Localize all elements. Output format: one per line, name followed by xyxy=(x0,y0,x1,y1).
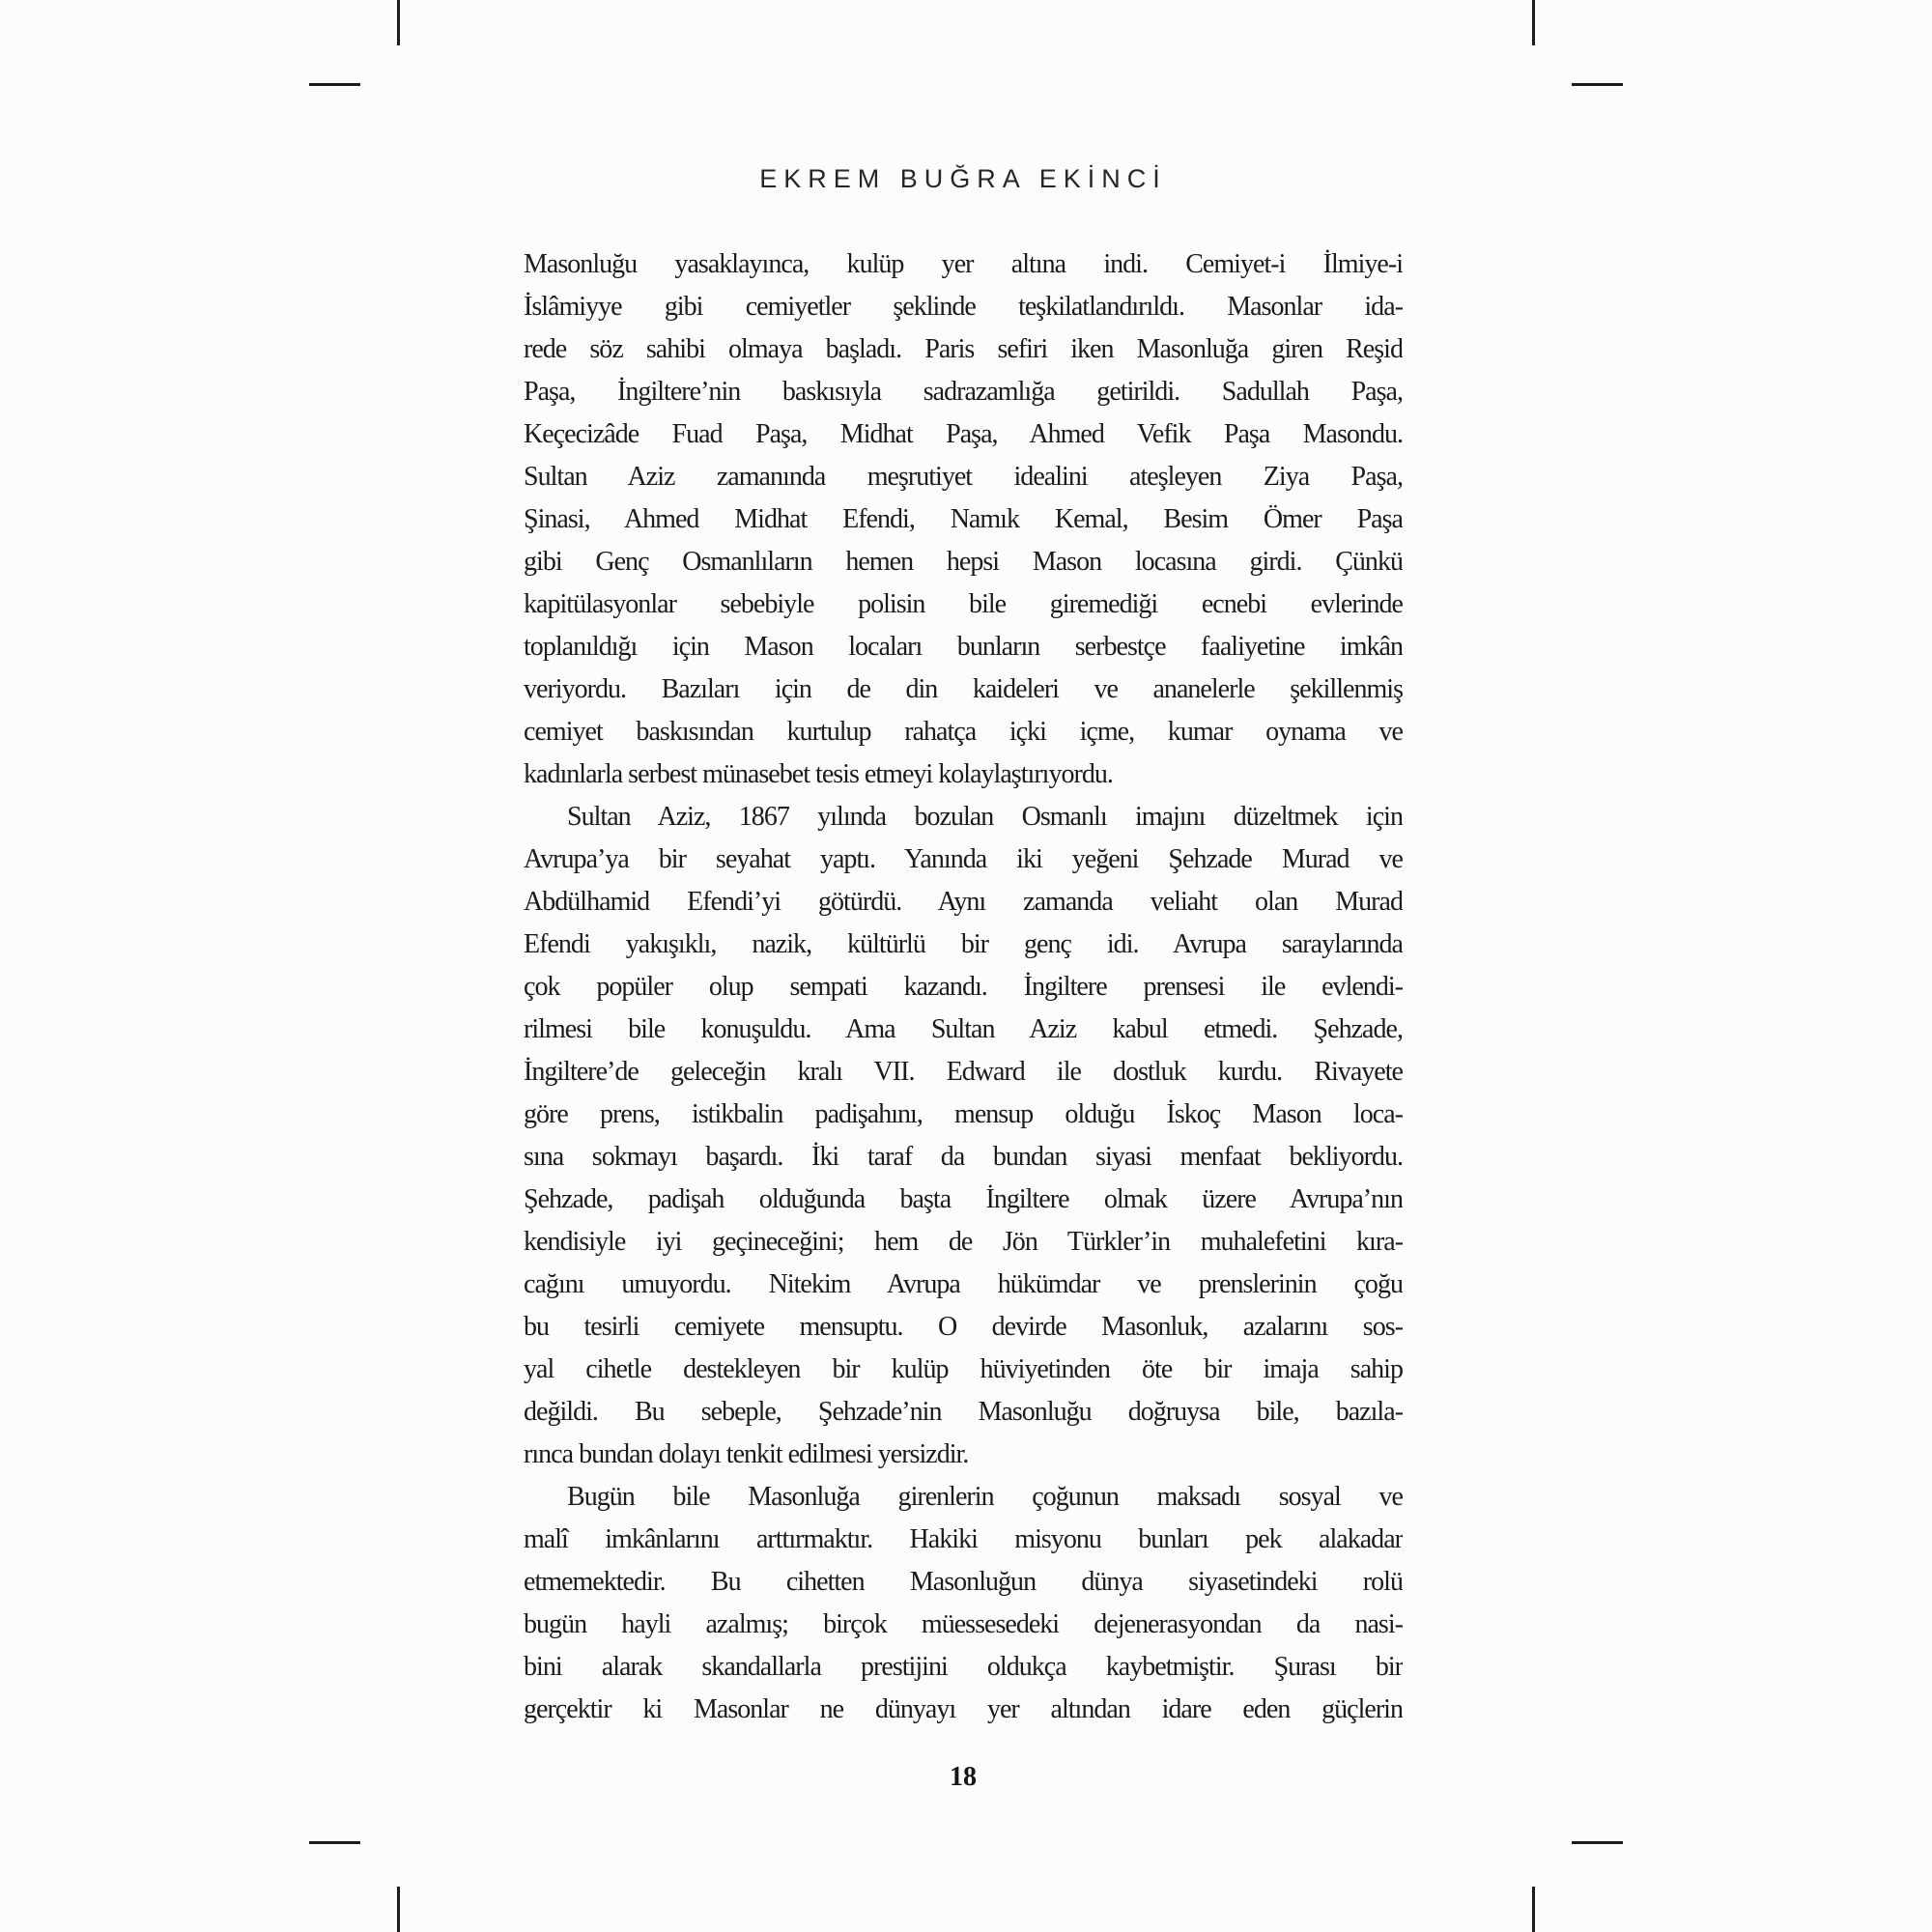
crop-mark-top-left-vertical xyxy=(397,0,400,45)
text-line: Şinasi, Ahmed Midhat Efendi, Namık Kemal, Besim Ömer Paşa xyxy=(524,504,1403,534)
text-line: Masonluğu yasaklayınca, kulüp yer altına indi. Cemiyet-i İlmiye-i xyxy=(524,249,1403,279)
crop-mark-bottom-right-horizontal xyxy=(1572,1841,1623,1844)
crop-mark-bottom-right-vertical xyxy=(1532,1887,1535,1932)
text-line: rınca bundan dolayı tenkit edilmesi yersizdir. xyxy=(524,1439,969,1469)
running-header: EKREM BUĞRA EKİNCİ xyxy=(759,164,1167,193)
text-line: Keçecizâde Fuad Paşa, Midhat Paşa, Ahmed Vefik Paşa Masondu. xyxy=(524,419,1403,449)
page-number: 18 xyxy=(950,1762,977,1792)
text-line: göre prens, istikbalin padişahını, mensup olduğu İskoç Mason loca- xyxy=(524,1099,1403,1129)
text-line: Paşa, İngiltere’nin baskısıyla sadrazamlığa getirildi. Sadullah Paşa, xyxy=(524,377,1403,407)
text-line: çok popüler olup sempati kazandı. İngiltere prensesi ile evlendi- xyxy=(524,972,1403,1002)
text-line: bugün hayli azalmış; birçok müessesedeki dejenerasyondan da nasi- xyxy=(524,1609,1403,1639)
crop-mark-top-left-horizontal xyxy=(309,83,360,86)
text-line: bu tesirli cemiyete mensuptu. O devirde Masonluk, azalarını sos- xyxy=(524,1312,1403,1342)
text-line: gerçektir ki Masonlar ne dünyayı yer altından idare eden güçlerin xyxy=(524,1694,1403,1724)
text-line: cağını umuyordu. Nitekim Avrupa hükümdar ve prenslerinin çoğu xyxy=(524,1269,1403,1299)
text-line: Abdülhamid Efendi’yi götürdü. Aynı zamanda veliaht olan Murad xyxy=(524,887,1403,917)
text-line: yal cihetle destekleyen bir kulüp hüviyetinden öte bir imaja sahip xyxy=(524,1354,1403,1384)
text-line: Bugün bile Masonluğa girenlerin çoğunun maksadı sosyal ve xyxy=(567,1482,1403,1512)
text-line: rede söz sahibi olmaya başladı. Paris sefiri iken Masonluğa giren Reşid xyxy=(524,334,1403,364)
text-line: etmemektedir. Bu cihetten Masonluğun dünya siyasetindeki rolü xyxy=(524,1567,1403,1597)
text-line: değildi. Bu sebeple, Şehzade’nin Masonluğu doğruysa bile, bazıla- xyxy=(524,1397,1403,1427)
text-line: kendisiyle iyi geçineceğini; hem de Jön Türkler’in muhalefetini kıra- xyxy=(524,1227,1403,1257)
text-line: cemiyet baskısından kurtulup rahatça içki içme, kumar oynama ve xyxy=(524,717,1403,747)
text-line: gibi Genç Osmanlıların hemen hepsi Mason locasına girdi. Çünkü xyxy=(524,547,1403,577)
text-line: İslâmiyye gibi cemiyetler şeklinde teşkilatlandırıldı. Masonlar ida- xyxy=(524,292,1403,322)
crop-mark-top-right-horizontal xyxy=(1572,83,1623,86)
text-line: İngiltere’de geleceğin kralı VII. Edward ile dostluk kurdu. Rivayete xyxy=(524,1057,1403,1087)
text-line: kapitülasyonlar sebebiyle polisin bile giremediği ecnebi evlerinde xyxy=(524,589,1403,619)
crop-mark-bottom-left-horizontal xyxy=(309,1841,360,1844)
text-line: malî imkânlarını arttırmaktır. Hakiki misyonu bunları pek alakadar xyxy=(524,1524,1403,1554)
body-text xyxy=(524,243,1403,1731)
crop-mark-top-right-vertical xyxy=(1532,0,1535,45)
text-line: Sultan Aziz, 1867 yılında bozulan Osmanlı imajını düzeltmek için xyxy=(567,802,1403,832)
text-line: rilmesi bile konuşuldu. Ama Sultan Aziz kabul etmedi. Şehzade, xyxy=(524,1014,1403,1044)
text-line: Avrupa’ya bir seyahat yaptı. Yanında iki yeğeni Şehzade Murad ve xyxy=(524,844,1403,874)
text-line: Efendi yakışıklı, nazik, kültürlü bir genç idi. Avrupa saraylarında xyxy=(524,929,1403,959)
text-line: veriyordu. Bazıları için de din kaideleri ve ananelerle şekillenmiş xyxy=(524,674,1403,704)
text-line: Şehzade, padişah olduğunda başta İngiltere olmak üzere Avrupa’nın xyxy=(524,1184,1403,1214)
text-line: sına sokmayı başardı. İki taraf da bundan siyasi menfaat bekliyordu. xyxy=(524,1142,1403,1172)
text-line: toplanıldığı için Mason locaları bunların serbestçe faaliyetine imkân xyxy=(524,632,1403,662)
text-line: bini alarak skandallarla prestijini oldukça kaybetmiştir. Şurası bir xyxy=(524,1652,1403,1682)
crop-mark-bottom-left-vertical xyxy=(397,1887,400,1932)
text-line: kadınlarla serbest münasebet tesis etmeyi kolaylaştırıyordu. xyxy=(524,759,1113,789)
text-line: Sultan Aziz zamanında meşrutiyet idealini ateşleyen Ziya Paşa, xyxy=(524,462,1403,492)
